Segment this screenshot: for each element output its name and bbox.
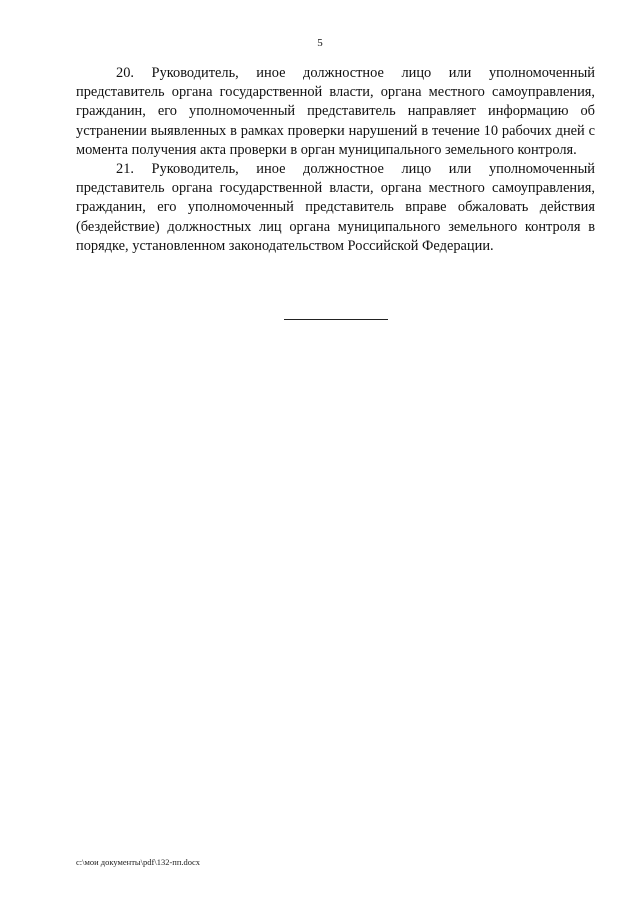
footer-file-path: c:\мои документы\pdf\132-пп.docx [76,857,201,867]
end-separator-line [284,319,388,320]
paragraph-21: 21. Руководитель, иное должностное лицо или уполномоченный представитель органа государственной власти, органа местного самоуправления, гражданин, его уполномоченный представитель вправе обжаловать действия (бездействие) должностных лиц органа муниципального земельного контроля в порядке, установленном законодательством Российской Федерации. [76,161,595,254]
paragraph-20: 20. Руководитель, иное должностное лицо или уполномоченный представитель органа государственной власти, органа местного самоуправления, гражданин, его уполномоченный представитель направляет информацию об устранении выявленных в рамках проверки нарушений в течение 10 рабочих дней с момента получения акта проверки в орган муниципального земельного контроля. [76,65,595,158]
page-number: 5 [317,37,323,49]
document-body [76,64,595,256]
